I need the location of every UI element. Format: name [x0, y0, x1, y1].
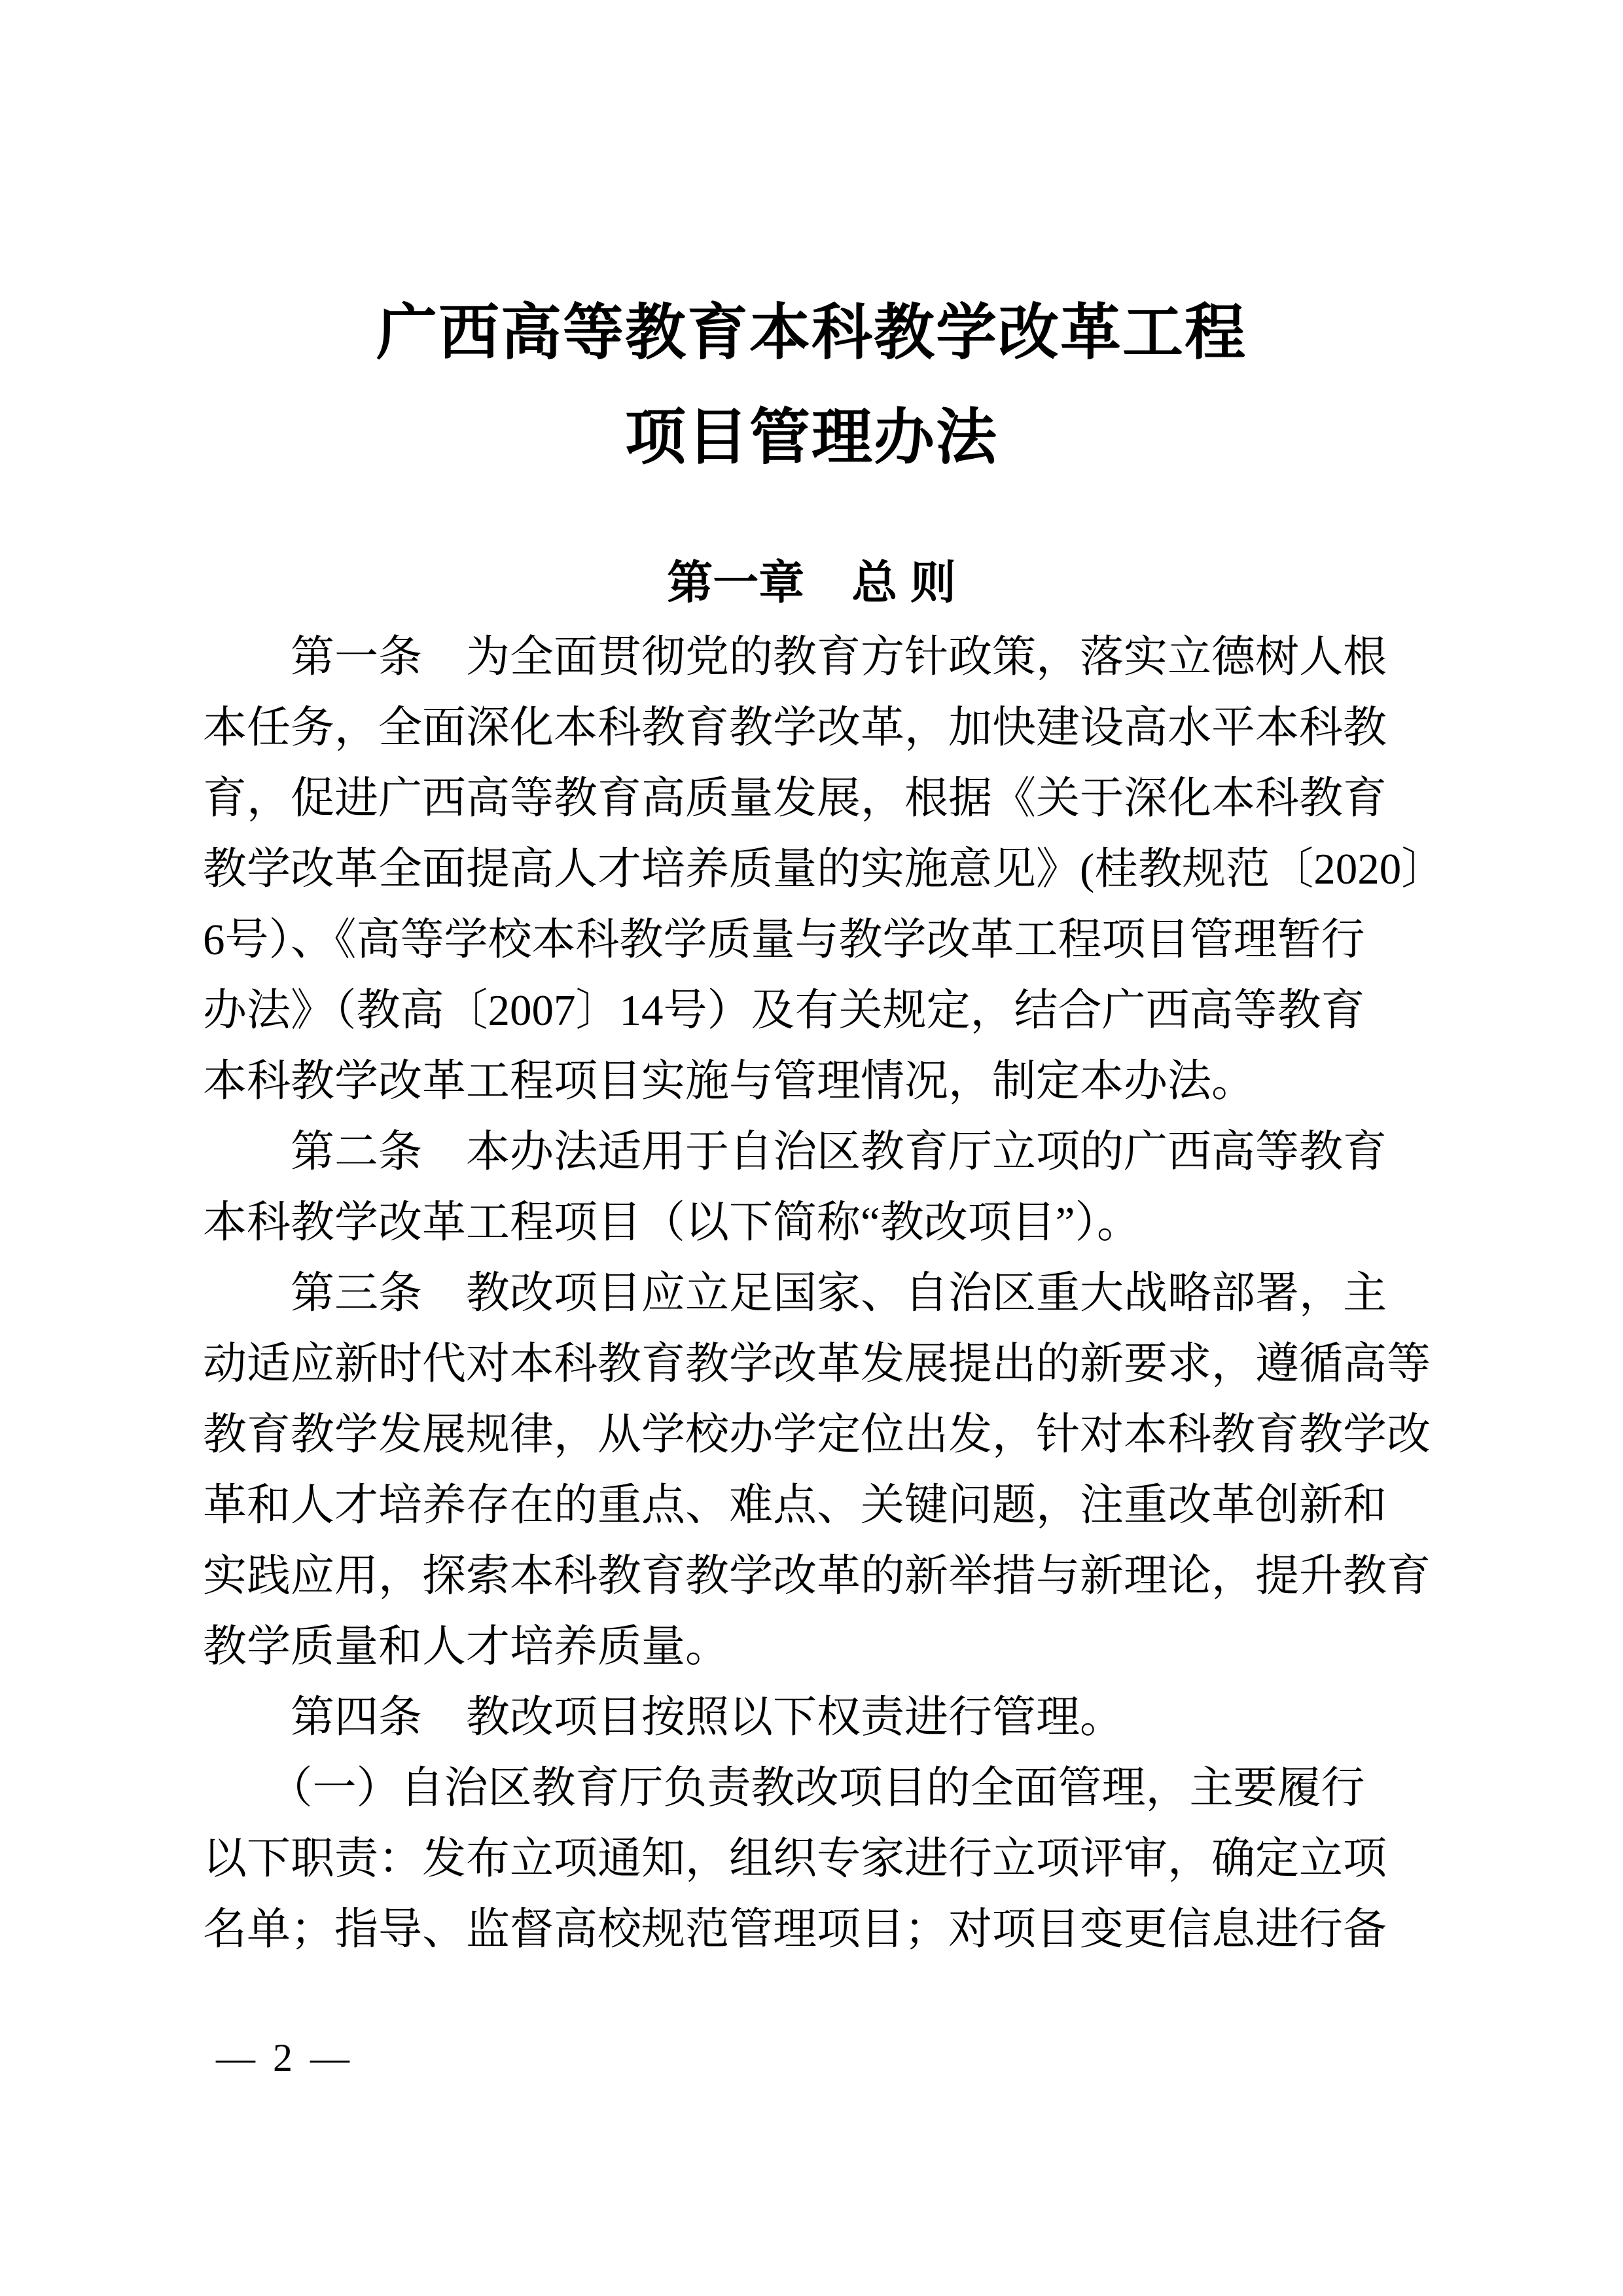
chapter-heading — [0, 555, 1623, 610]
text-line: 育，促进广西高等教育高质量发展，根据《关于深化本科教育 — [203, 774, 1387, 823]
text-line: 6号）、《高等学校本科教学质量与教学改革工程项目管理暂行 — [203, 916, 1365, 964]
text-line: 第二条 本办法适用于自治区教育厅立项的广西高等教育 — [203, 1128, 1387, 1176]
title-line-1: 广西高等教育本科教学改革工程 — [376, 300, 1247, 367]
text-line: 名单；指导、监督高校规范管理项目；对项目变更信息进行备 — [203, 1905, 1387, 1954]
page-footer — [216, 2034, 353, 2081]
text-line: 教学改革全面提高人才培养质量的实施意见》(桂教规范〔2020〕 — [203, 845, 1446, 893]
text-line: 本科教学改革工程项目（以下简称“教改项目”）。 — [203, 1198, 1141, 1247]
paragraph — [203, 1753, 1433, 1965]
text-line: 革和人才培养存在的重点、难点、关键问题，注重改革创新和 — [203, 1481, 1387, 1530]
text-line: 第一条 为全面贯彻党的教育方针政策，落实立德树人根 — [203, 633, 1387, 681]
document-body — [203, 622, 1446, 1965]
document-title — [0, 281, 1623, 491]
text-line: （一）自治区教育厅负责教改项目的全面管理，主要履行 — [203, 1764, 1365, 1812]
text-line: 办法》（教高〔2007〕14号）及有关规定，结合广西高等教育 — [203, 986, 1365, 1035]
text-line: 教学质量和人才培养质量。 — [203, 1623, 729, 1671]
text-line: 实践应用，探索本科教育教学改革的新举措与新理论，提升教育 — [203, 1552, 1431, 1600]
page-number: — 2 — — [216, 2036, 353, 2079]
chapter-number: 第一章 — [667, 557, 805, 608]
text-line: 本科教学改革工程项目实施与管理情况，制定本办法。 — [203, 1057, 1255, 1105]
paragraph — [203, 1258, 1433, 1682]
text-line: 以下职责：发布立项通知，组织专家进行立项评审，确定立项 — [203, 1835, 1387, 1883]
chapter-title: 总 则 — [851, 557, 956, 608]
text-line: 教育教学发展规律，从学校办学定位出发，针对本科教育教学改 — [203, 1410, 1431, 1459]
title-line-2: 项目管理办法 — [625, 404, 998, 472]
text-line: 动适应新时代对本科教育教学改革发展提出的新要求，遵循高等 — [203, 1340, 1431, 1388]
text-line: 第三条 教改项目应立足国家、自治区重大战略部署，主 — [203, 1269, 1387, 1318]
paragraph — [203, 622, 1446, 1117]
text-line: 本任务，全面深化本科教育教学改革，加快建设高水平本科教 — [203, 704, 1387, 752]
paragraph — [203, 1117, 1433, 1258]
text-line: 第四条 教改项目按照以下权责进行管理。 — [203, 1693, 1124, 1742]
paragraph — [203, 1682, 1433, 1753]
